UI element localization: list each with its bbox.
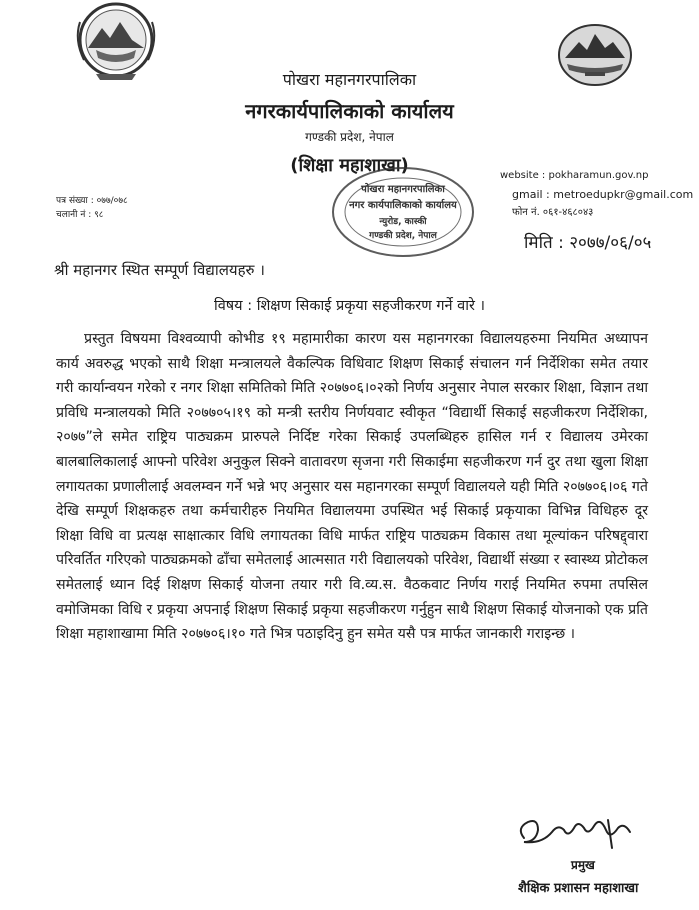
website-text: website : pokharamun.gov.np	[500, 170, 649, 181]
org-province: गण्डकी प्रदेश, नेपाल	[305, 130, 394, 144]
svg-text:न्युरोड, कास्की: न्युरोड, कास्की	[379, 217, 427, 227]
org-name-municipality: पोखरा महानगरपालिका	[282, 70, 417, 89]
letter-date: मिति : २०७७/०६/०५	[524, 233, 652, 253]
svg-text:गण्डकी प्रदेश, नेपाल: गण्डकी प्रदेश, नेपाल	[369, 231, 437, 241]
office-stamp-icon	[328, 162, 478, 262]
signatory-title: प्रमुख	[571, 858, 595, 872]
letter-addressee: श्री महानगर स्थित सम्पूर्ण विद्यालयहरु ।	[54, 261, 265, 279]
org-name-office: नगरकार्यपालिकाको कार्यालय	[245, 99, 454, 123]
email-text: gmail : metroedupkr@gmail.com	[512, 188, 694, 201]
letter-body: प्रस्तुत विषयमा विश्वव्यापी कोभीड १९ महामारीका कारण यस महानगरका विद्यालयहरुमा नियमित अध्यापन कार्य अवरुद्ध भएको साथै शिक्षा मन्त्रालयले वैकल्पिक विधिवाट शिक्षण सिकाई संचालन गर्न निर्देशिका समेत तयार गरी कार्यान्वयन गरेको र नगर शिक्षा समितिको मिति २०७७०६।०२को निर्णय अनुसार नेपाल सरकार शिक्षा, विज्ञान तथा प्रविधि मन्त्रालयको मिति २०७७०५।१९ को मन्त्री स्तरीय निर्णयवाट स्वीकृत “विद्यार्थी सिकाई सहजीकरण निर्देशिका, २०७७”ले समेत राष्ट्रिय पाठ्यक्रम प्रारुपले निर्दिष्ट गरेका सिकाई उपलब्धिहरु हासिल गर्न र विद्यालय उमेरका बालबालिकालाई आफ्नो परिवेश अनुकुल सिक्ने वातावरण सृजना गरी सिकाईमा सहजीकरण गर्न दुर तथा खुला शिक्षा लगायतका प्रणालीलाई अवलम्वन गर्ने भन्ने भए अनुसार यस महानगरका सम्पूर्ण विद्यालयले यही मिति २०७७०६।०६ गते देखि सम्पूर्ण शिक्षकहरु तथा कर्मचारीहरु नियमित विद्यालयमा उपस्थित भई सिकाई प्रकृयाका विभिन्न विधिहरु दूर शिक्षा विधि वा प्रत्यक्ष साक्षात्कार विधि लगायतका विधि मार्फत राष्ट्रिय पाठ्यक्रम विकास तथा मूल्यांकन परिषद्द्वारा परिवर्तित गरिएको पाठ्यक्रमको ढाँचा समेतलाई आत्मसात गरी विद्यालयको परिवेश, विद्यार्थी संख्या र स्वास्थ्य प्रोटोकल समेतलाई ध्यान दिई शिक्षण सिकाई योजना तयार गरी वि.व्य.स. वैठकवाट निर्णय गराई नियमित रुपमा तपसिल वमोजिमका विधि र प्रकृया अपनाई शिक्षण सिकाई प्रकृया सहजीकरण गर्नुहुन साथै शिक्षण सिकाई योजनाको एक प्रति शिक्षा महाशाखामा मिति २०७७०६।१० गते भित्र पठाइदिनु हुन समेत यसै पत्र मार्फत जानकारी गराइन्छ ।	[56, 331, 648, 643]
phone-text: फोन नं. ०६१-४६८०४३	[512, 207, 594, 218]
svg-text:नगर कार्यपालिकाको कार्यालय: नगर कार्यपालिकाको कार्यालय	[349, 200, 457, 211]
letter-subject: विषय : शिक्षण सिकाई प्रकृया सहजीकरण गर्ने वारे ।	[213, 298, 485, 314]
handwritten-signature-icon	[512, 808, 642, 858]
org-division: (शिक्षा महाशाखा)	[290, 155, 409, 176]
reference-number: पत्र संख्या : ०७७/०७८	[56, 196, 128, 206]
signatory-department: शैक्षिक प्रशासन महाशाखा	[518, 881, 639, 896]
dispatch-number: चलानी नं : ९८	[56, 210, 104, 220]
svg-text:पोखरा महानगरपालिका: पोखरा महानगरपालिका	[361, 184, 445, 195]
